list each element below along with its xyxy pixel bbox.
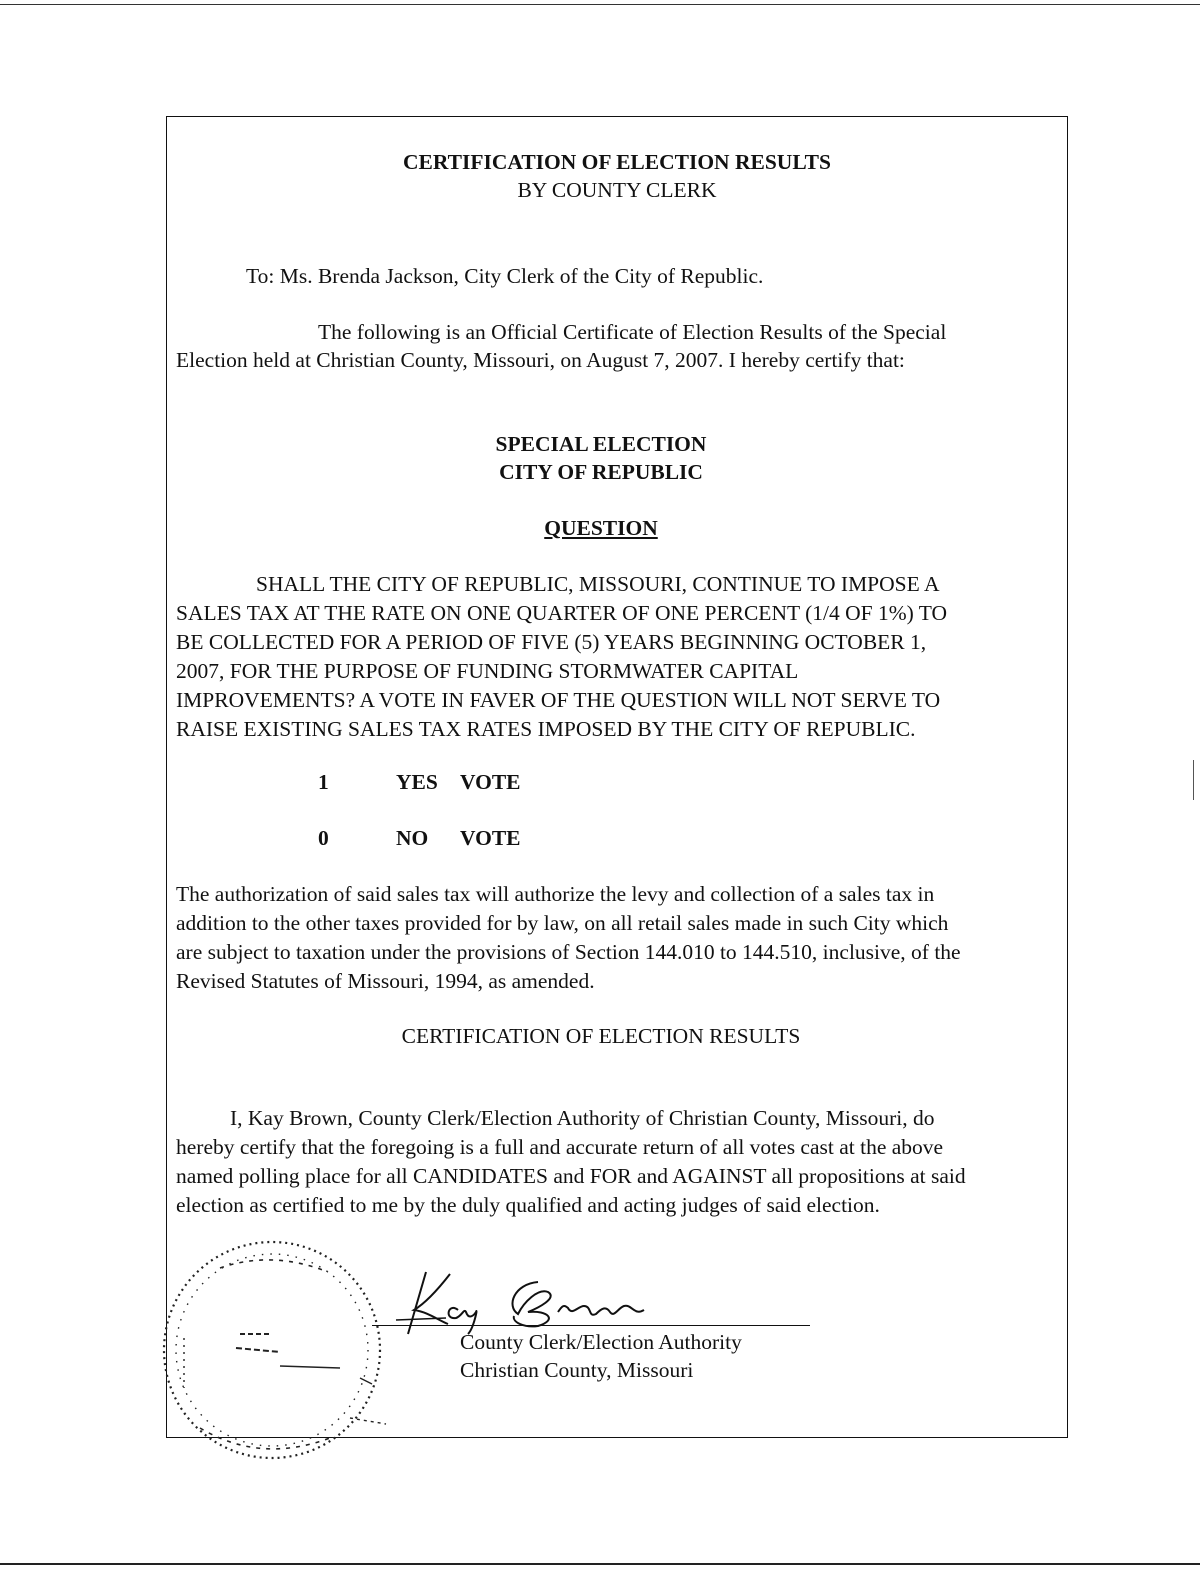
question-line: SALES TAX AT THE RATE ON ONE QUARTER OF ONE PERCENT (1/4 OF 1%) TO — [176, 601, 948, 625]
vote-label-yes: VOTE — [460, 770, 521, 794]
authorization-line: are subject to taxation under the provisions of Section 144.010 to 144.510, inclusive, of the — [176, 940, 961, 964]
vote-count-yes: 1 — [318, 770, 329, 794]
question-line: SHALL THE CITY OF REPUBLIC, MISSOURI, CONTINUE TO IMPOSE A — [256, 572, 940, 596]
certification-line: I, Kay Brown, County Clerk/Election Authority of Christian County, Missouri, do — [230, 1106, 935, 1130]
signature-line — [372, 1325, 810, 1326]
authorization-text — [176, 880, 1056, 996]
vote-count-no: 0 — [318, 826, 329, 850]
authorization-line: The authorization of said sales tax will authorize the levy and collection of a sales tax in — [176, 882, 935, 906]
certification-line: hereby certify that the foregoing is a full and accurate return of all votes cast at the above — [176, 1135, 944, 1159]
question-line: 2007, FOR THE PURPOSE OF FUNDING STORMWATER CAPITAL — [176, 659, 799, 683]
certification-line: election as certified to me by the duly qualified and acting judges of said election. — [176, 1193, 880, 1217]
addressee-line: To: Ms. Brenda Jackson, City Clerk of the City of Republic. — [246, 264, 764, 288]
election-heading: SPECIAL ELECTION — [495, 432, 707, 456]
scan-edge-top — [0, 4, 1200, 5]
scan-edge-bottom — [0, 1563, 1200, 1565]
intro-line-1: The following is an Official Certificate of Election Results of the Special — [318, 320, 947, 344]
signer-title: County Clerk/Election Authority — [460, 1330, 742, 1354]
election-subheading: CITY OF REPUBLIC — [499, 460, 703, 484]
county-seal-icon — [160, 1228, 400, 1483]
question-line: BE COLLECTED FOR A PERIOD OF FIVE (5) YEARS BEGINNING OCTOBER 1, — [176, 630, 927, 654]
scan-edge-mark — [1193, 760, 1194, 800]
question-line: RAISE EXISTING SALES TAX RATES IMPOSED BY THE CITY OF REPUBLIC. — [176, 717, 916, 741]
authorization-line: Revised Statutes of Missouri, 1994, as amended. — [176, 969, 595, 993]
authorization-line: addition to the other taxes provided for by law, on all retail sales made in such City which — [176, 911, 949, 935]
question-text — [176, 570, 1036, 744]
question-label: QUESTION — [544, 516, 658, 540]
question-line: IMPROVEMENTS? A VOTE IN FAVER OF THE QUESTION WILL NOT SERVE TO — [176, 688, 941, 712]
signer-county: Christian County, Missouri — [460, 1358, 694, 1382]
certification-text — [176, 1104, 1056, 1220]
certificate-subtitle: BY COUNTY CLERK — [517, 178, 717, 202]
intro-line-2: Election held at Christian County, Missouri, on August 7, 2007. I hereby certify that: — [176, 348, 905, 372]
certificate-title: CERTIFICATION OF ELECTION RESULTS — [403, 150, 831, 174]
certification-line: named polling place for all CANDIDATES and FOR and AGAINST all propositions at said — [176, 1164, 966, 1188]
vote-label-no: VOTE — [460, 826, 521, 850]
certification-heading: CERTIFICATION OF ELECTION RESULTS — [401, 1024, 801, 1048]
vote-choice-yes: YES — [396, 770, 438, 794]
vote-choice-no: NO — [396, 826, 429, 850]
